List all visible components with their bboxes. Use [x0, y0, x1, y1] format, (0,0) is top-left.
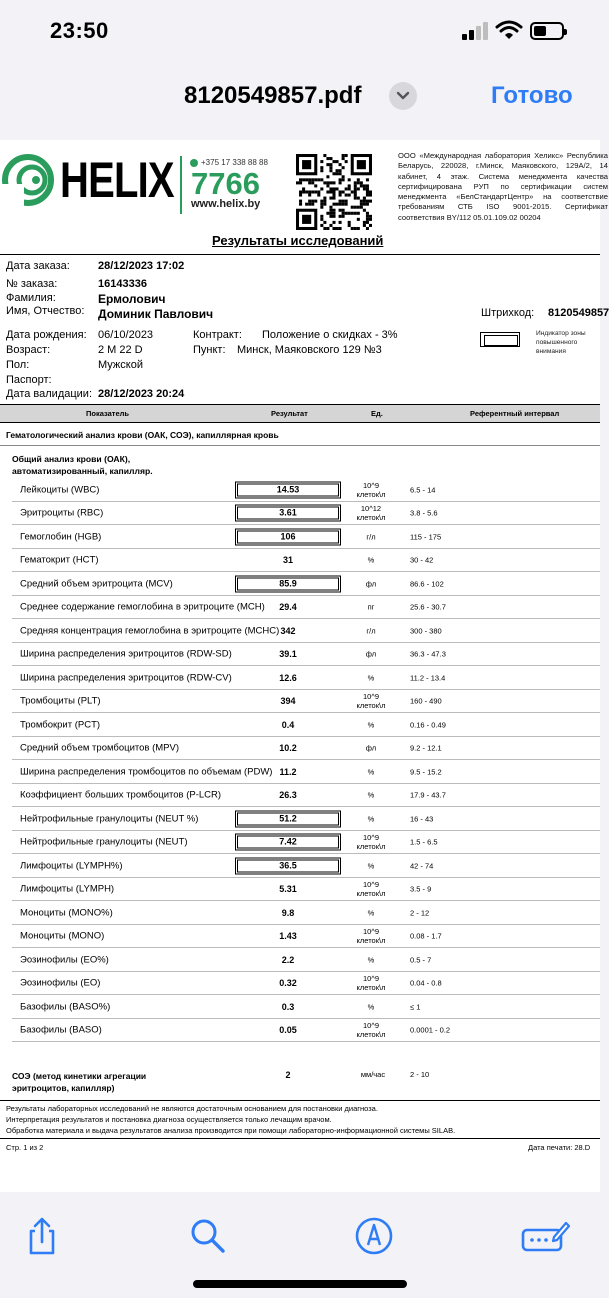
reference-range: 0.5 - 7	[410, 955, 432, 965]
reference-range: 6.5 - 14	[410, 485, 436, 495]
table-header	[0, 404, 600, 423]
patient-name: Доминик Павлович	[98, 307, 214, 321]
reference-range: 11.2 - 13.4	[410, 673, 446, 683]
table-row	[0, 713, 600, 737]
unit: %	[367, 790, 375, 800]
qr-code-icon	[296, 154, 372, 230]
age-label: Возраст:	[6, 344, 51, 356]
parameter-name: Среднее содержание гемоглобина в эритроците (MCH)	[20, 601, 265, 613]
result-value: 7.42	[235, 834, 341, 851]
parameter-name: Базофилы (BASO%)	[20, 1001, 111, 1013]
unit: %	[367, 720, 375, 730]
table-row	[0, 643, 600, 667]
surname-label: Фамилия:	[6, 292, 56, 304]
table-row	[0, 831, 600, 855]
markup-icon[interactable]	[352, 1214, 396, 1258]
website: www.helix.by	[191, 198, 261, 210]
section-title: Гематологический анализ крови (ОАК, СОЭ), капиллярная кровь	[6, 430, 279, 440]
divider	[0, 254, 600, 255]
sex-label: Пол:	[6, 359, 30, 371]
unit: 10^9 клеток\л	[356, 1021, 386, 1040]
name-label: Имя, Отчество:	[6, 305, 85, 317]
result-value: 342	[280, 625, 296, 636]
result-value: 14.53	[235, 481, 341, 498]
reference-range: 42 - 74	[410, 861, 434, 871]
form-fill-icon[interactable]	[520, 1214, 570, 1258]
home-indicator	[193, 1280, 407, 1288]
disclaimer: Результаты лабораторных исследований не являются достаточным основанием для постановки диагноза. Интерпретация результатов и постановка диагноза осуществляется только лечащим врачом. Обработка материала и выдача результатов анализа производится при помощи лабораторно-информационной системы SILAB.	[6, 1104, 456, 1135]
esr-row	[0, 1066, 600, 1100]
result-value: 9.8	[281, 907, 295, 918]
table-row	[0, 1019, 600, 1043]
divider	[0, 1138, 600, 1139]
reference-range: 17.9 - 43.7	[410, 790, 446, 800]
column-name: Показатель	[86, 409, 130, 418]
document-header	[0, 140, 608, 254]
esr-unit: мм/час	[360, 1070, 386, 1079]
patient-info	[0, 257, 609, 402]
table-row	[0, 549, 600, 573]
unit: фл	[365, 649, 377, 659]
parameter-name: Гематокрит (HCT)	[20, 554, 99, 566]
reference-range: 300 - 380	[410, 626, 442, 636]
result-value: 26.3	[279, 790, 297, 801]
reference-range: 25.6 - 30.7	[410, 602, 446, 612]
parameter-name: Нейтрофильные гранулоциты (NEUT %)	[20, 813, 199, 825]
reference-range: 1.5 - 6.5	[410, 837, 438, 847]
reference-range: 160 - 490	[410, 696, 442, 706]
parameter-name: Ширина распределения эритроцитов (RDW-CV)	[20, 672, 232, 684]
result-value: 2.2	[281, 954, 295, 965]
divider	[0, 445, 600, 446]
parameter-name: Моноциты (MONO%)	[20, 907, 113, 919]
table-row	[0, 666, 600, 690]
reference-range: 9.5 - 15.2	[410, 767, 442, 777]
phone-short-number: 7766	[191, 166, 260, 201]
table-row	[0, 925, 600, 949]
parameter-name: Эозинофилы (EO)	[20, 977, 101, 989]
reference-range: 30 - 42	[410, 555, 434, 565]
result-value: 36.5	[235, 857, 341, 874]
contract-label: Контракт:	[193, 329, 242, 341]
result-value: 1.43	[279, 931, 297, 942]
point-label: Пункт:	[193, 344, 226, 356]
esr-reference: 2 - 10	[410, 1070, 430, 1079]
search-icon[interactable]	[186, 1214, 230, 1258]
table-row	[0, 901, 600, 925]
table-row	[0, 596, 600, 620]
table-row	[0, 525, 600, 549]
reference-range: 0.04 - 0.8	[410, 978, 442, 988]
logo-divider	[180, 156, 182, 214]
lab-info: ООО «Международная лаборатория Хеликс» Республика Беларусь, 220028, г.Минск, Маяковского, 129А/2, 14 кабинет, 4 этаж. Система менеджмента качества сертифицирована РУП по сертификации систем менеджмента «БелСтандартЦентр» на соответствие требованиям СТБ ISO 9001-2015. Сертификат соответствия BY/112 05.01.109.02 00204	[398, 151, 608, 222]
result-value: 394	[280, 696, 296, 707]
result-value: 51.2	[235, 810, 341, 827]
table-row	[0, 854, 600, 878]
unit: 10^9 клеток\л	[356, 974, 386, 993]
validation-date: 28/12/2023 20:24	[98, 388, 185, 400]
column-reference: Референтный интервал	[470, 409, 560, 418]
cellular-signal-icon	[462, 22, 488, 40]
unit: %	[367, 861, 375, 871]
reference-range: 0.16 - 0.49	[410, 720, 446, 730]
result-value: 0.4	[281, 719, 295, 730]
unit: %	[367, 908, 375, 918]
column-result: Результат	[271, 409, 308, 418]
validation-label: Дата валидации:	[6, 388, 92, 400]
parameter-name: Нейтрофильные гранулоциты (NEUT)	[20, 836, 188, 848]
order-date-label: Дата заказа:	[6, 260, 70, 272]
unit: %	[367, 1002, 375, 1012]
report-title: Результаты исследований	[212, 233, 384, 248]
unit: %	[367, 555, 375, 565]
table-row	[0, 995, 600, 1019]
share-icon[interactable]	[20, 1214, 64, 1258]
unit: %	[367, 814, 375, 824]
unit: 10^9 клеток\л	[356, 692, 386, 711]
status-time: 23:50	[50, 18, 109, 43]
result-value: 31	[282, 555, 293, 566]
table-row	[0, 619, 600, 643]
parameter-name: Лимфоциты (LYMPH)	[20, 883, 115, 895]
parameter-name: Эритроциты (RBC)	[20, 507, 104, 519]
unit: %	[367, 955, 375, 965]
chevron-down-icon[interactable]	[389, 82, 417, 110]
reference-range: 0.0001 - 0.2	[410, 1025, 451, 1035]
order-no-label: № заказа:	[6, 278, 58, 290]
passport-label: Паспорт:	[6, 374, 52, 386]
parameter-name: Средний объем тромбоцитов (MPV)	[20, 742, 180, 754]
phone-small: +375 17 338 88 88	[190, 158, 268, 167]
table-row	[0, 478, 600, 502]
helix-logo-icon	[2, 154, 54, 206]
indicator-legend: Индикатор зоны повышенного внимания	[536, 330, 586, 355]
table-row	[0, 972, 600, 996]
point: Минск, Маяковского 129 №3	[237, 344, 382, 356]
birth-date: 06/10/2023	[98, 329, 154, 341]
parameter-name: Лимфоциты (LYMPH%)	[20, 860, 123, 872]
parameter-name: Средний объем эритроцита (MCV)	[20, 578, 173, 590]
unit: 10^12 клеток\л	[356, 504, 386, 523]
parameter-name: Моноциты (MONO)	[20, 930, 105, 942]
result-value: 85.9	[235, 575, 341, 592]
status-bar	[0, 0, 600, 66]
print-date: Дата печати: 28.D	[528, 1143, 591, 1152]
parameter-name: Тромбокрит (PCT)	[20, 719, 101, 731]
result-value: 5.31	[279, 884, 297, 895]
reference-range: 3.5 - 9	[410, 884, 432, 894]
unit: 10^9 клеток\л	[356, 927, 386, 946]
table-row	[0, 807, 600, 831]
reference-range: 2 - 12	[410, 908, 430, 918]
table-row	[0, 784, 600, 808]
birth-label: Дата рождения:	[6, 329, 87, 341]
result-value: 12.6	[279, 672, 297, 683]
table-row	[0, 878, 600, 902]
result-value: 0.3	[281, 1001, 295, 1012]
logo-text: HELIX	[60, 152, 174, 208]
parameter-name: Средняя концентрация гемоглобина в эритроците (MCHC)	[20, 625, 280, 637]
sex: Мужской	[98, 359, 143, 371]
reference-range: 36.3 - 47.3	[410, 649, 446, 659]
parameter-name: Базофилы (BASO)	[20, 1024, 102, 1036]
unit: пг	[367, 602, 375, 612]
reference-range: ≤ 1	[410, 1002, 421, 1012]
unit: 10^9 клеток\л	[356, 480, 386, 499]
table-row	[0, 737, 600, 761]
row-divider	[12, 1041, 600, 1042]
result-value: 106	[235, 528, 341, 545]
file-title[interactable]: 8120549857.pdf	[184, 82, 362, 109]
reference-range: 0.08 - 1.7	[410, 931, 442, 941]
parameter-name: Лейкоциты (WBC)	[20, 484, 100, 496]
result-value: 29.4	[279, 602, 297, 613]
indicator-box	[480, 332, 520, 347]
order-date: 28/12/2023 17:02	[98, 260, 185, 272]
barcode-label: Штрихкод:	[481, 307, 535, 319]
contract: Положение о скидках - 3%	[262, 329, 398, 341]
reference-range: 9.2 - 12.1	[410, 743, 442, 753]
result-value: 11.2	[279, 766, 297, 777]
unit: %	[367, 673, 375, 683]
result-value: 39.1	[279, 649, 297, 660]
unit: 10^9 клеток\л	[356, 880, 386, 899]
unit: г/л	[366, 532, 376, 542]
esr-value: 2	[285, 1070, 291, 1080]
parameter-name: Гемоглобин (HGB)	[20, 531, 102, 543]
divider	[0, 1100, 600, 1101]
parameter-name: Эозинофилы (EO%)	[20, 954, 109, 966]
wifi-icon	[496, 20, 522, 40]
order-no: 16143336	[98, 278, 147, 290]
esr-name: СОЭ (метод кинетики агрегации эритроцитов, капилляр)	[12, 1071, 147, 1093]
table-row	[0, 502, 600, 526]
unit: 10^9 клеток\л	[356, 833, 386, 852]
result-value: 3.61	[235, 505, 341, 522]
result-value: 10.2	[279, 743, 297, 754]
result-value: 0.05	[279, 1025, 297, 1036]
reference-range: 3.8 - 5.6	[410, 508, 438, 518]
table-row	[0, 572, 600, 596]
table-row	[0, 690, 600, 714]
parameter-name: Коэффициент больших тромбоцитов (P-LCR)	[20, 789, 222, 801]
parameter-name: Ширина распределения тромбоцитов по объемам (PDW)	[20, 766, 273, 778]
parameter-name: Ширина распределения эритроцитов (RDW-SD)	[20, 648, 232, 660]
unit: %	[367, 767, 375, 777]
unit: фл	[365, 579, 377, 589]
unit: г/л	[366, 626, 376, 636]
page-number: Стр. 1 из 2	[6, 1143, 44, 1152]
reference-range: 115 - 175	[410, 532, 442, 542]
parameter-name: Тромбоциты (PLT)	[20, 695, 101, 707]
group-title: Общий анализ крови (ОАК), автоматизированный, капилляр.	[12, 454, 153, 476]
nav-bar	[0, 66, 600, 132]
reference-range: 16 - 43	[410, 814, 434, 824]
table-row	[0, 948, 600, 972]
surname: Ермолович	[98, 292, 166, 306]
battery-icon	[530, 22, 564, 40]
barcode-number: 8120549857	[548, 307, 609, 319]
table-row	[0, 760, 600, 784]
unit: фл	[365, 743, 377, 753]
column-unit: Ед.	[371, 409, 383, 418]
reference-range: 86.6 - 102	[410, 579, 444, 589]
result-value: 0.32	[279, 978, 297, 989]
done-button[interactable]: Готово	[491, 82, 573, 109]
age: 2 М 22 D	[98, 344, 143, 356]
pdf-page[interactable]	[0, 140, 609, 1192]
